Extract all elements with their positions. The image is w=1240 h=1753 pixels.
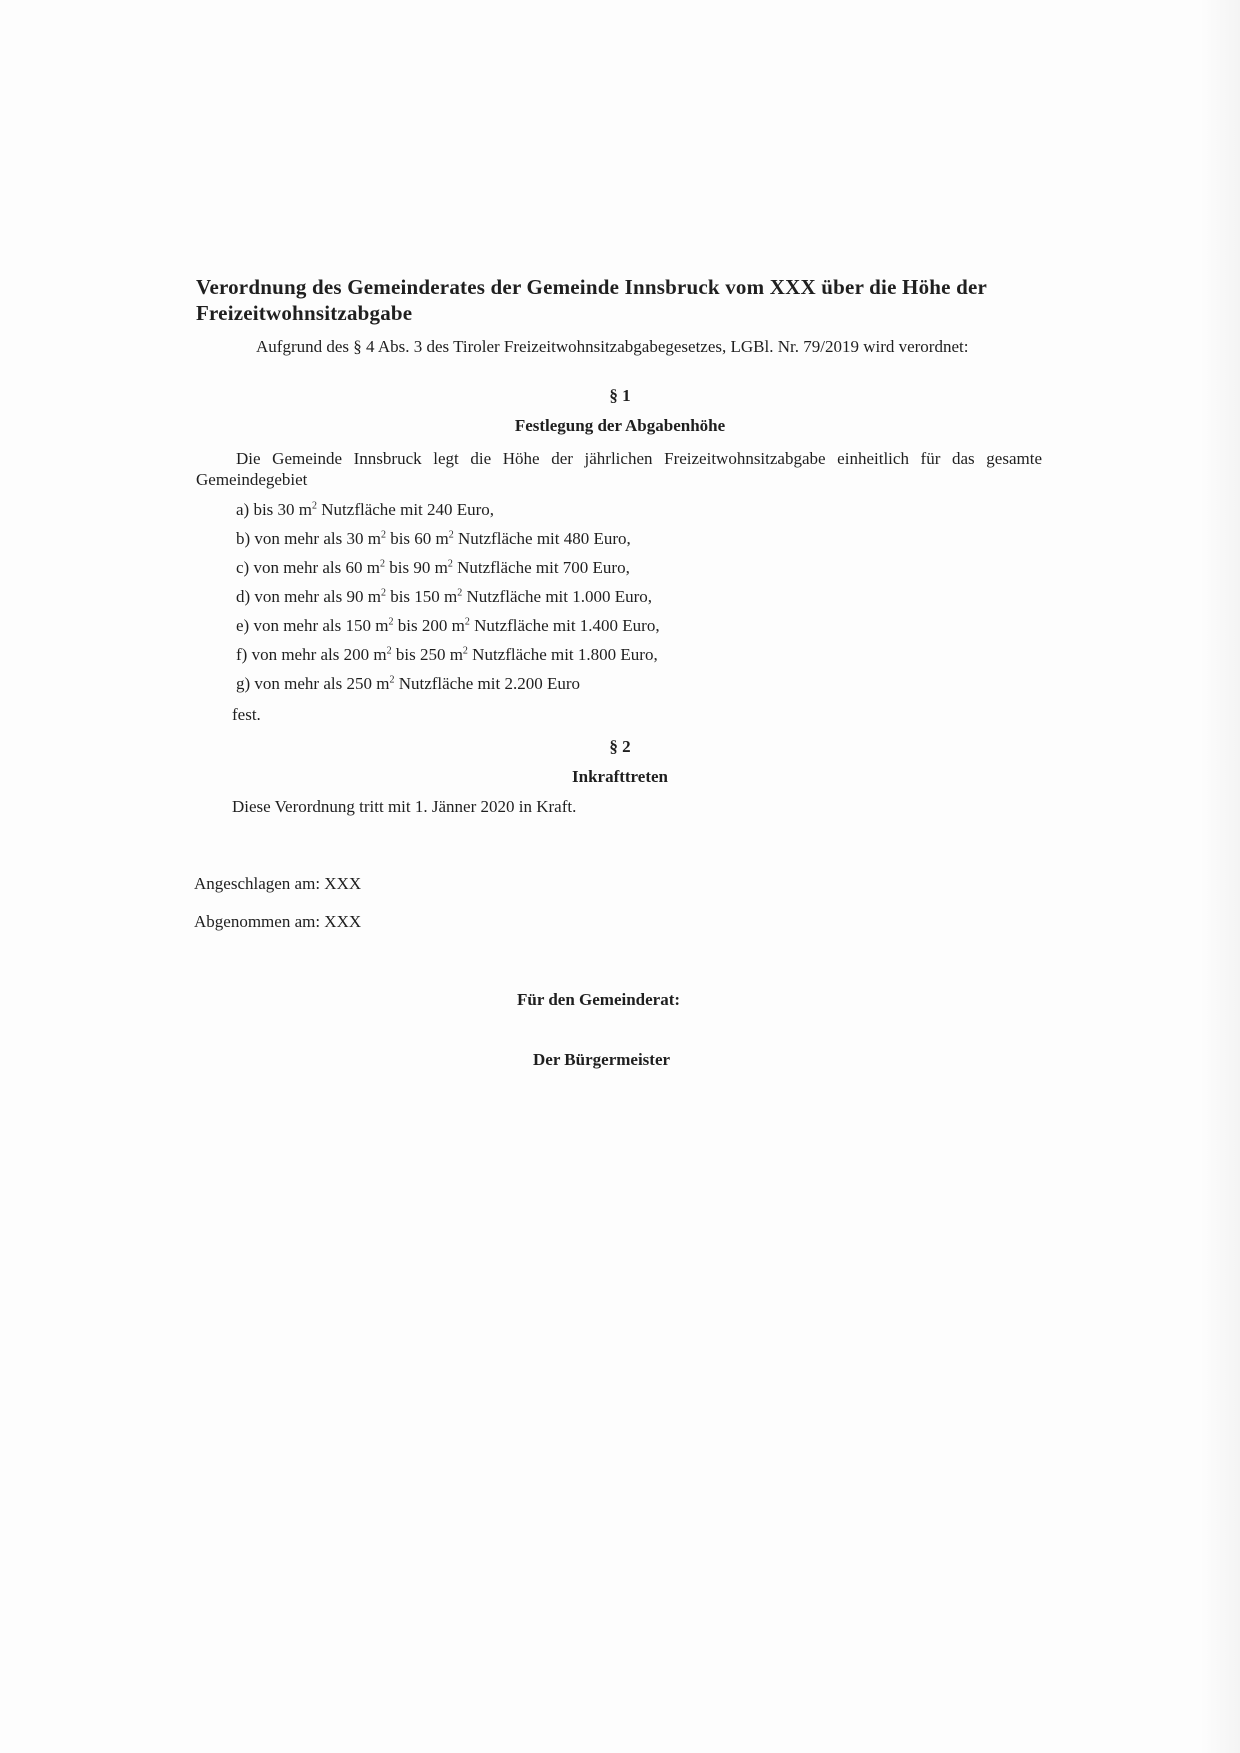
list-item-b: b) von mehr als 30 $m^2$ bis 60 $m^2$ Nutzfläche mit 480 Euro, — [236, 529, 631, 548]
council-signature-label: Für den Gemeinderat: — [517, 990, 681, 1009]
list-item-a: a) bis 30 $m^2$ Nutzfläche mit 240 Euro, — [236, 500, 495, 519]
posted-date: Angeschlagen am: XXX — [194, 874, 362, 893]
section-2-text: Diese Verordnung tritt mit 1. Jänner 2020 in Kraft. — [232, 797, 577, 816]
list-item-f: f) von mehr als 200 $m^2$ bis 250 $m^2$ Nutzfläche mit 1.800 Euro, — [236, 645, 658, 664]
mayor-signature-label: Der Bürgermeister — [533, 1050, 671, 1069]
document-title: Verordnung des Gemeinderates der Gemeinde Innsbruck vom XXX über die Höhe der Freizeitwohnsitzabgabe — [196, 275, 987, 325]
intro-paragraph: Aufgrund des § 4 Abs. 3 des Tiroler Freizeitwohnsitzabgabegesetzes, LGBl. Nr. 79/2019 wird verordnet: — [256, 337, 969, 356]
list-item-e: e) von mehr als 150 $m^2$ bis 200 $m^2$ Nutzfläche mit 1.400 Euro, — [236, 616, 660, 635]
list-item-c: c) von mehr als 60 $m^2$ bis 90 $m^2$ Nutzfläche mit 700 Euro, — [236, 558, 630, 577]
section-2-number: § 2 — [609, 737, 631, 756]
section-1-number: § 1 — [609, 386, 631, 405]
section-1-text: Die Gemeinde Innsbruck legt die Höhe der jährlichen Freizeitwohnsitzabgabe einheitlich für das gesamte Gemeindegebiet — [196, 449, 1042, 489]
scan-shadow — [1200, 0, 1240, 1753]
list-item-d: d) von mehr als 90 $m^2$ bis 150 $m^2$ Nutzfläche mit 1.000 Euro, — [236, 587, 653, 606]
removed-date: Abgenommen am: XXX — [194, 912, 362, 931]
list-item-g: g) von mehr als 250 $m^2$ Nutzfläche mit 2.200 Euro — [236, 674, 580, 693]
section-2-heading: Inkrafttreten — [572, 767, 668, 786]
section-1-closing: fest. — [232, 705, 261, 724]
section-1-heading: Festlegung der Abgabenhöhe — [514, 416, 726, 435]
